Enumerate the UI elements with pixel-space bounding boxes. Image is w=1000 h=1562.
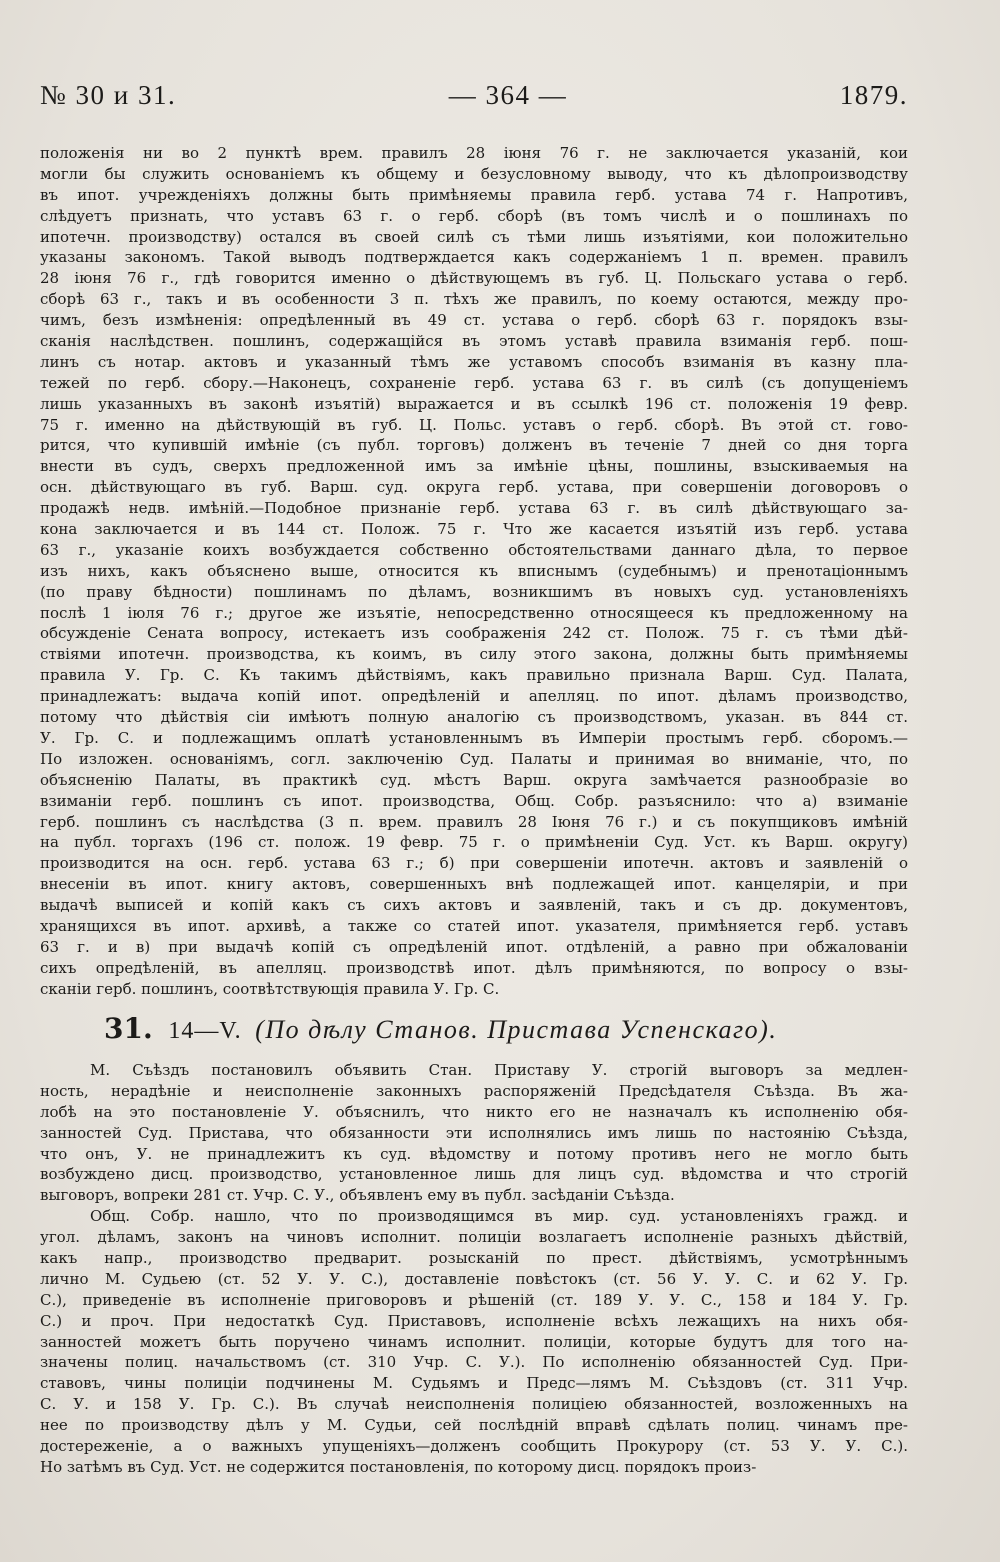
text-line: лишь указанныхъ въ законѣ изъятій) выражается и въ ссылкѣ 196 ст. положенія 19 февр. <box>40 394 908 413</box>
text-line: С. У. и 158 У. Гр. С.). Въ случаѣ неисполненія полиціею обязанностей, возложенныхъ на <box>40 1395 908 1414</box>
issue-number: № 30 и 31. <box>40 80 177 110</box>
text-line: сканія наслѣдствен. пошлинъ, содержащійся въ этомъ уставѣ правила взиманія герб. пош- <box>40 332 908 351</box>
text-line: значены полиц. начальствомъ (ст. 310 Учр. С. У.). По исполненію обязанностей Суд. При- <box>40 1353 908 1372</box>
text-line: По изложен. основаніямъ, согл. заключенію Суд. Палаты и принимая во вниманіе, что, по <box>40 749 908 768</box>
text-line: обсужденіе Сената вопросу, истекаетъ изъ соображенія 242 ст. Полож. 75 г. съ тѣми дѣй- <box>40 624 908 643</box>
text-line: 28 іюня 76 г., гдѣ говорится именно о дѣйствующемъ въ губ. Ц. Польскаго устава о герб. <box>40 269 908 288</box>
text-line: сихъ опредѣленій, въ апелляц. производствѣ ипот. дѣлъ примѣняются, по вопросу о взы- <box>40 958 908 977</box>
text-line: выдачѣ выписей и копій какъ съ сихъ актовъ и заявленій, такъ и съ др. документовъ, <box>40 896 908 915</box>
text-line: осн. дѣйствующаго въ губ. Варш. суд. округа герб. устава, при совершеніи договоровъ о <box>40 478 908 497</box>
text-line: нее по производству дѣлъ у М. Судьи, сей послѣдній вправѣ сдѣлать полиц. чинамъ пре- <box>40 1416 908 1435</box>
text-line: достереженіе, а о важныхъ упущеніяхъ—долженъ сообщить Прокурору (ст. 53 У. У. С.). <box>40 1437 908 1456</box>
text-line: возбуждено дисц. производство, установленное лишь для лицъ суд. вѣдомства и что строгій <box>40 1165 908 1184</box>
text-line: выговоръ, вопреки 281 ст. Учр. С. У., объявленъ ему въ публ. засѣданіи Съѣзда. <box>40 1186 675 1205</box>
page-number: — 364 — <box>448 80 568 110</box>
text-line: что онъ, У. не принадлежитъ къ суд. вѣдомству и потому противъ него не могло быть <box>40 1144 908 1163</box>
text-line: тежей по герб. сбору.—Наконецъ, сохраненіе герб. устава 63 г. въ силѣ (съ допущеніемъ <box>40 373 908 392</box>
text-line: занностей можетъ быть поручено чинамъ исполнит. полиціи, которые будутъ для того на- <box>40 1332 908 1351</box>
text-line: герб. пошлинъ съ наслѣдства (3 п. врем. правилъ 28 Іюня 76 г.) и съ покупщиковъ имѣній <box>40 812 908 831</box>
text-line: ность, нерадѣніе и неисполненіе законныхъ распоряженій Предсѣдателя Съѣзда. Въ жа- <box>40 1081 908 1100</box>
text-line: въ ипот. учрежденіяхъ должны быть примѣняемы правила герб. устава 74 г. Напротивъ, <box>40 185 908 204</box>
text-line: С.) и проч. При недостаткѣ Суд. Приставовъ, исполненіе всѣхъ лежащихъ на нихъ обя- <box>40 1311 908 1330</box>
text-line: кона заключается и въ 144 ст. Полож. 75 г. Что же касается изъятій изъ герб. устава <box>40 520 908 539</box>
text-line: потому что дѣйствія сіи имѣютъ полную аналогію съ производствомъ, указан. въ 844 ст. <box>40 708 908 727</box>
year: 1879. <box>839 80 908 110</box>
text-line: ставовъ, чины полиціи подчинены М. Судьямъ и Предс—лямъ М. Съѣздовъ (ст. 311 Учр. <box>40 1374 908 1393</box>
text-line: могли бы служить основаніемъ къ общему и безусловному выводу, что къ дѣлопроизводству <box>40 164 908 183</box>
text-line: объясненію Палаты, въ практикѣ суд. мѣстъ Варш. округа замѣчается разнообразіе во <box>40 770 908 789</box>
text-line: (по праву бѣдности) пошлинамъ по дѣламъ, возникшимъ въ новыхъ суд. установленіяхъ <box>40 582 908 601</box>
text-line: У. Гр. С. и подлежащимъ оплатѣ установленнымъ въ Имперіи простымъ герб. сборомъ.— <box>40 728 908 747</box>
text-line: линъ съ нотар. актовъ и указанный тѣмъ же уставомъ способъ взиманія въ казну пла- <box>40 352 908 371</box>
text-line: 75 г. именно на дѣйствующій въ губ. Ц. Польс. уставъ о герб. сборѣ. Въ этой ст. гово- <box>40 415 908 434</box>
ruling-31-text <box>40 1060 908 1478</box>
text-line: принадлежатъ: выдача копій ипот. опредѣленій и апелляц. по ипот. дѣламъ производство, <box>40 687 908 706</box>
text-line: занностей Суд. Пристава, что обязанности эти исполнялись имъ лишь по настоянію Съѣзда, <box>40 1123 908 1142</box>
text-line: изъ нихъ, какъ объяснено выше, относится къ вписнымъ (судебнымъ) и пренотаціоннымъ <box>40 561 908 580</box>
text-line: сканіи герб. пошлинъ, соотвѣтствующія правила У. Гр. С. <box>40 979 500 998</box>
text-line: какъ напр., производство предварит. розысканій по прест. дѣйствіямъ, усмотрѣннымъ <box>40 1249 908 1268</box>
text-line: правила У. Гр. С. Къ такимъ дѣйствіямъ, какъ правильно признала Варш. Суд. Палата, <box>40 666 908 685</box>
page-header <box>40 80 908 111</box>
text-line: угол. дѣламъ, законъ на чиновъ исполнит. полиціи возлагаетъ исполненіе разныхъ дѣйствій, <box>40 1228 908 1247</box>
text-line: внесеніи въ ипот. книгу актовъ, совершенныхъ внѣ подлежащей ипот. канцеляріи, и при <box>40 875 908 894</box>
text-line: 63 г. и в) при выдачѣ копій съ опредѣленій ипот. отдѣленій, а равно при обжалованіи <box>40 937 908 956</box>
text-line: продажѣ недв. имѣній.—Подобное признаніе герб. устава 63 г. въ силѣ дѣйствующаго за- <box>40 499 908 518</box>
text-line: указаны закономъ. Такой выводъ подтверждается какъ содержаніемъ 1 п. времен. правилъ <box>40 248 908 267</box>
text-line: ствіями ипотечн. производства, къ коимъ, въ силу этого закона, должны быть примѣняемы <box>40 645 908 664</box>
text-line: хранящихся въ ипот. архивѣ, а также со статей ипот. указателя, примѣняется герб. уставъ <box>40 916 908 935</box>
text-line: производится на осн. герб. устава 63 г.; б) при совершеніи ипотечн. актовъ и заявленій о <box>40 854 908 873</box>
ruling-30-text <box>40 143 908 1000</box>
text-line: послѣ 1 іюля 76 г.; другое же изъятіе, непосредственно относящееся къ предложенному на <box>40 603 908 622</box>
section-number: 31. <box>104 1012 153 1045</box>
section-title: (По дѣлу Станов. Пристава Успенскаго). <box>255 1015 778 1044</box>
text-line: ипотечн. производству) остался въ своей силѣ съ тѣми лишь изъятіями, кои положительно <box>40 227 908 246</box>
text-line: взиманіи герб. пошлинъ съ ипот. производства, Общ. Собр. разъяснило: что а) взиманіе <box>40 791 908 810</box>
text-line: рится, что купившій имѣніе (съ публ. торговъ) долженъ въ теченіе 7 дней со дня торга <box>40 436 908 455</box>
text-line: положенія ни во 2 пунктѣ врем. правилъ 28 іюня 76 г. не заключается указаній, кои <box>40 144 908 162</box>
text-line: лобѣ на это постановленіе У. объяснилъ, что никто его не назначалъ къ исполненію обя- <box>40 1102 908 1121</box>
text-line: 63 г., указаніе коихъ возбуждается собственно обстоятельствами даннаго дѣла, то первое <box>40 540 908 559</box>
text-line: Общ. Собр. нашло, что по производящимся въ мир. суд. установленіяхъ гражд. и <box>90 1207 908 1226</box>
text-line: чимъ, безъ измѣненія: опредѣленный въ 49 ст. устава о герб. сборѣ 63 г. порядокъ взы- <box>40 311 908 330</box>
text-line: внести въ судъ, сверхъ предложенной имъ за имѣніе цѣны, пошлины, взыскиваемыя на <box>40 457 908 476</box>
section-heading <box>104 1012 908 1045</box>
text-line: сборѣ 63 г., такъ и въ особенности 3 п. тѣхъ же правилъ, по коему остаются, между про- <box>40 290 908 309</box>
text-line: С.), приведеніе въ исполненіе приговоровъ и рѣшеній (ст. 189 У. У. С., 158 и 184 У. Гр. <box>40 1290 908 1309</box>
text-line: М. Съѣздъ постановилъ объявить Стан. Приставу У. строгій выговоръ за медлен- <box>90 1061 908 1079</box>
section-date: 14—V. <box>168 1018 242 1044</box>
text-line: слѣдуетъ признать, что уставъ 63 г. о герб. сборѣ (въ томъ числѣ и о пошлинахъ по <box>40 206 908 225</box>
text-line: Но затѣмъ въ Суд. Уст. не содержится постановленія, по которому дисц. порядокъ произ- <box>40 1457 757 1476</box>
text-line: лично М. Судьею (ст. 52 У. У. С.), доставленіе повѣстокъ (ст. 56 У. У. С. и 62 У. Гр. <box>40 1269 908 1288</box>
text-line: на публ. торгахъ (196 ст. полож. 19 февр. 75 г. о примѣненіи Суд. Уст. къ Варш. округу) <box>40 833 908 852</box>
